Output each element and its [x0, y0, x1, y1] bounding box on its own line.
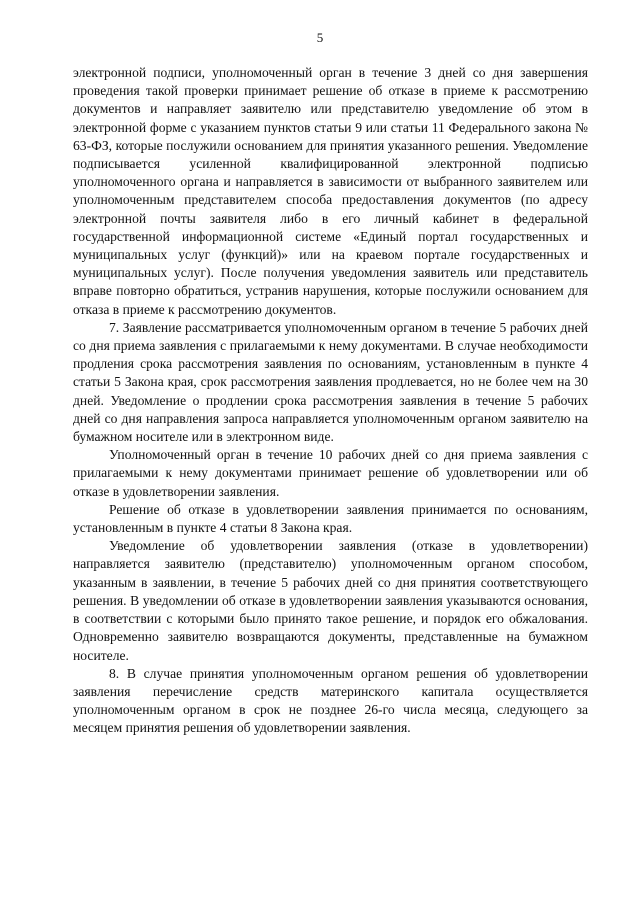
document-body: [73, 64, 588, 738]
paragraph-6: 8. В случае принятия уполномоченным органом решения об удовлетворении заявления перечисление средств материнского капитала осуществляется уполномоченным органом в срок не позднее 26-го числа месяца, следующего за месяцем принятия решения об удовлетворении заявления.: [73, 665, 588, 736]
paragraph-4: Решение об отказе в удовлетворении заявления принимается по основаниям, установленным в пункте 4 статьи 8 Закона края.: [73, 501, 588, 536]
paragraph-2: 7. Заявление рассматривается уполномоченным органом в течение 5 рабочих дней со дня приема заявления с прилагаемыми к нему документами. В случае необходимости продления срока рассмотрения заявления по основаниям, установленным в пункте 4 статьи 5 Закона края, срок рассмотрения заявления продлевается, но не более чем на 30 дней. Уведомление о продлении срока рассмотрения заявления в течение 5 рабочих дней со дня направления запроса направляется уполномоченным органом заявителю на бумажном носителе или в электронном виде.: [73, 319, 588, 445]
paragraph-1: электронной подписи, уполномоченный орган в течение 3 дней со дня завершения проведения такой проверки принимает решение об отказе в приеме к рассмотрению документов и направляет заявителю или представителю уведомление об этом в электронной форме с указанием пунктов статьи 9 или статьи 11 Федерального закона № 63-ФЗ, которые послужили основанием для принятия указанного решения. Уведомление подписывается усиленной квалифицированной электронной подписью уполномоченного органа и направляется в зависимости от выбранного заявителем или уполномоченным представителем способа предоставления документов (по адресу электронной почты заявителя либо в его личный кабинет в федеральной государственной информационной системе «Единый портал государственных и муниципальных услуг (функций)» или на краевом портале государственных и муниципальных услуг). После получения уведомления заявитель или представитель вправе повторно обратиться, устранив нарушения, которые послужили основанием для отказа в приеме к рассмотрению документов.: [73, 65, 588, 317]
paragraph-5: Уведомление об удовлетворении заявления (отказе в удовлетворении) направляется заявителю (представителю) уполномоченным органом способом, указанным в заявлении, в течение 5 рабочих дней со дня принятия соответствующего решения. В уведомлении об отказе в удовлетворении заявления указываются основания, в соответствии с которыми было принято такое решение, и порядок его обжалования. Одновременно заявителю возвращаются документы, представленные на бумажном носителе.: [73, 538, 588, 663]
page-number: 5: [316, 30, 324, 45]
paragraph-3: Уполномоченный орган в течение 10 рабочих дней со дня приема заявления с прилагаемыми к нему документами принимает решение об удовлетворении или об отказе в удовлетворении заявления.: [73, 447, 588, 499]
